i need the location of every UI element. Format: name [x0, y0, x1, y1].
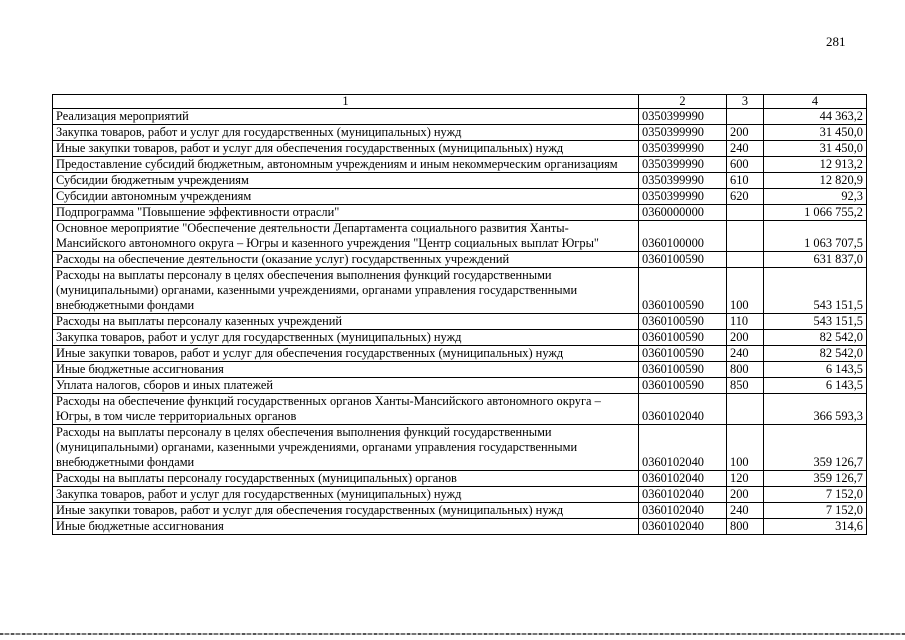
row-code-cell: 0360100590 [639, 268, 727, 314]
row-amount-cell: 1 066 755,2 [764, 205, 867, 221]
row-code-cell: 0350399990 [639, 189, 727, 205]
row-type-cell: 100 [727, 268, 764, 314]
row-name-cell: Закупка товаров, работ и услуг для государственных (муниципальных) нужд [53, 330, 639, 346]
row-type-cell: 200 [727, 330, 764, 346]
table-row [53, 125, 867, 141]
row-name-cell: Расходы на обеспечение деятельности (оказание услуг) государственных учреждений [53, 252, 639, 268]
row-amount-cell: 92,3 [764, 189, 867, 205]
row-name-cell: Субсидии автономным учреждениям [53, 189, 639, 205]
row-amount-cell: 7 152,0 [764, 503, 867, 519]
row-name-cell: Расходы на выплаты персоналу казенных учреждений [53, 314, 639, 330]
row-code-cell: 0350399990 [639, 125, 727, 141]
table-row [53, 221, 867, 252]
row-code-cell: 0360102040 [639, 519, 727, 535]
row-amount-cell: 314,6 [764, 519, 867, 535]
table-row [53, 487, 867, 503]
header-cell-3: 3 [727, 95, 764, 109]
table-row [53, 503, 867, 519]
table-row [53, 205, 867, 221]
row-code-cell: 0360102040 [639, 425, 727, 471]
row-type-cell: 200 [727, 487, 764, 503]
row-type-cell: 240 [727, 346, 764, 362]
row-code-cell: 0350399990 [639, 157, 727, 173]
table-row [53, 362, 867, 378]
table-row [53, 378, 867, 394]
row-code-cell: 0350399990 [639, 141, 727, 157]
row-amount-cell: 366 593,3 [764, 394, 867, 425]
row-code-cell: 0360100590 [639, 314, 727, 330]
row-amount-cell: 82 542,0 [764, 330, 867, 346]
row-amount-cell: 12 820,9 [764, 173, 867, 189]
table-row [53, 471, 867, 487]
row-type-cell [727, 252, 764, 268]
row-type-cell [727, 205, 764, 221]
row-type-cell: 610 [727, 173, 764, 189]
table-row [53, 109, 867, 125]
header-cell-1: 1 [53, 95, 639, 109]
row-name-cell: Иные бюджетные ассигнования [53, 519, 639, 535]
row-type-cell [727, 109, 764, 125]
row-name-cell: Закупка товаров, работ и услуг для государственных (муниципальных) нужд [53, 125, 639, 141]
row-amount-cell: 631 837,0 [764, 252, 867, 268]
row-name-cell: Закупка товаров, работ и услуг для государственных (муниципальных) нужд [53, 487, 639, 503]
row-code-cell: 0360102040 [639, 394, 727, 425]
row-name-cell: Подпрограмма "Повышение эффективности отрасли" [53, 205, 639, 221]
row-name-cell: Иные бюджетные ассигнования [53, 362, 639, 378]
header-cell-2: 2 [639, 95, 727, 109]
row-amount-cell: 543 151,5 [764, 314, 867, 330]
row-amount-cell: 12 913,2 [764, 157, 867, 173]
table-row [53, 314, 867, 330]
row-code-cell: 0350399990 [639, 173, 727, 189]
row-code-cell: 0350399990 [639, 109, 727, 125]
row-amount-cell: 7 152,0 [764, 487, 867, 503]
row-name-cell: Расходы на выплаты персоналу в целях обеспечения выполнения функций государственными (муниципальными) органами, казенными учреждениями, органами управления государственными внебюджетными фондами [53, 425, 639, 471]
row-name-cell: Субсидии бюджетным учреждениям [53, 173, 639, 189]
row-code-cell: 0360100590 [639, 330, 727, 346]
table-row [53, 346, 867, 362]
table-row [53, 394, 867, 425]
row-type-cell [727, 221, 764, 252]
row-amount-cell: 359 126,7 [764, 471, 867, 487]
row-type-cell: 850 [727, 378, 764, 394]
row-name-cell: Основное мероприятие "Обеспечение деятельности Департамента социального развития Ханты-Мансийского автономного округа – Югры и казенного учреждения "Центр социальных выплат Югры" [53, 221, 639, 252]
table-row [53, 268, 867, 314]
table-row [53, 330, 867, 346]
row-type-cell: 240 [727, 503, 764, 519]
row-name-cell: Иные закупки товаров, работ и услуг для обеспечения государственных (муниципальных) нужд [53, 346, 639, 362]
row-code-cell: 0360100590 [639, 378, 727, 394]
row-amount-cell: 6 143,5 [764, 378, 867, 394]
row-type-cell: 200 [727, 125, 764, 141]
table-row [53, 189, 867, 205]
budget-table [52, 94, 867, 535]
row-name-cell: Иные закупки товаров, работ и услуг для обеспечения государственных (муниципальных) нужд [53, 141, 639, 157]
row-type-cell: 800 [727, 362, 764, 378]
table-row [53, 141, 867, 157]
row-type-cell: 620 [727, 189, 764, 205]
row-code-cell: 0360102040 [639, 487, 727, 503]
row-name-cell: Расходы на обеспечение функций государственных органов Ханты-Мансийского автономного округа – Югры, в том числе территориальных органов [53, 394, 639, 425]
row-amount-cell: 31 450,0 [764, 141, 867, 157]
scan-edge-line [0, 633, 905, 635]
row-amount-cell: 44 363,2 [764, 109, 867, 125]
row-type-cell: 100 [727, 425, 764, 471]
row-amount-cell: 1 063 707,5 [764, 221, 867, 252]
row-code-cell: 0360100000 [639, 221, 727, 252]
table-row [53, 425, 867, 471]
page-number: 281 [826, 34, 846, 49]
row-type-cell: 600 [727, 157, 764, 173]
table-row [53, 173, 867, 189]
row-name-cell: Иные закупки товаров, работ и услуг для обеспечения государственных (муниципальных) нужд [53, 503, 639, 519]
table-header-row [53, 95, 867, 109]
row-name-cell: Реализация мероприятий [53, 109, 639, 125]
row-name-cell: Уплата налогов, сборов и иных платежей [53, 378, 639, 394]
row-type-cell: 800 [727, 519, 764, 535]
row-name-cell: Предоставление субсидий бюджетным, автономным учреждениям и иным некоммерческим организациям [53, 157, 639, 173]
row-amount-cell: 359 126,7 [764, 425, 867, 471]
row-code-cell: 0360102040 [639, 503, 727, 519]
table-row [53, 157, 867, 173]
table-row [53, 252, 867, 268]
row-amount-cell: 543 151,5 [764, 268, 867, 314]
row-code-cell: 0360102040 [639, 471, 727, 487]
header-cell-4: 4 [764, 95, 867, 109]
row-code-cell: 0360000000 [639, 205, 727, 221]
row-type-cell: 110 [727, 314, 764, 330]
row-type-cell: 120 [727, 471, 764, 487]
table-row [53, 519, 867, 535]
row-amount-cell: 82 542,0 [764, 346, 867, 362]
row-amount-cell: 6 143,5 [764, 362, 867, 378]
row-type-cell: 240 [727, 141, 764, 157]
row-name-cell: Расходы на выплаты персоналу в целях обеспечения выполнения функций государственными (муниципальными) органами, казенными учреждениями, органами управления государственными внебюджетными фондами [53, 268, 639, 314]
row-name-cell: Расходы на выплаты персоналу государственных (муниципальных) органов [53, 471, 639, 487]
row-code-cell: 0360100590 [639, 252, 727, 268]
row-amount-cell: 31 450,0 [764, 125, 867, 141]
row-type-cell [727, 394, 764, 425]
row-code-cell: 0360100590 [639, 362, 727, 378]
row-code-cell: 0360100590 [639, 346, 727, 362]
